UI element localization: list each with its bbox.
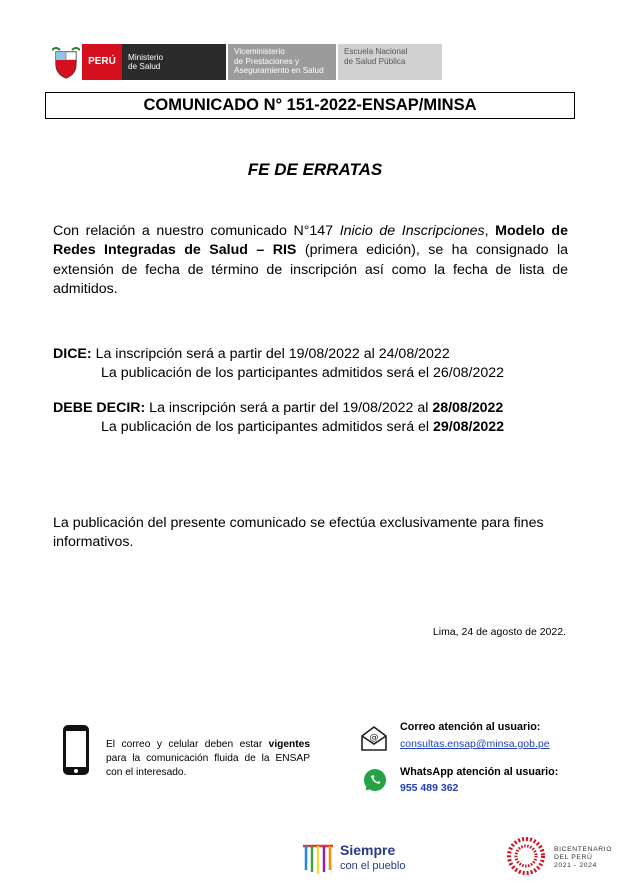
dice-label: DICE: — [53, 346, 92, 362]
document-subtitle: FE DE ERRATAS — [247, 160, 383, 179]
mail-link[interactable]: consultas.ensap@minsa.gob.pe — [400, 738, 550, 750]
siempre-logo-line1: Siempre — [340, 842, 396, 858]
viceministry-label: Viceministerio de Prestaciones y Aseguramiento en Salud — [228, 44, 336, 80]
whatsapp-icon — [362, 767, 388, 793]
intro-paragraph: Con relación a nuestro comunicado N°147 Inicio de Inscripciones, Modelo de Redes Integradas de Salud – RIS (primera edición), se ha consignado la extensión de fecha de término de inscripción así como la fecha de lista de admitidos. — [53, 223, 568, 297]
bicentenario-label: BICENTENARIO DEL PERÚ 2021 - 2024 — [554, 846, 613, 869]
mobile-phone-icon — [62, 724, 90, 776]
envelope-at-icon — [360, 724, 388, 752]
whatsapp-title: WhatsApp atención al usuario: — [400, 766, 559, 778]
document-title: COMUNICADO N° 151-2022-ENSAP/MINSA — [45, 92, 575, 119]
peru-shield-icon — [52, 46, 80, 80]
mail-title: Correo atención al usuario: — [400, 721, 541, 733]
closing-paragraph: La publicación del presente comunicado se efectúa exclusivamente para fines informativos. — [53, 515, 544, 551]
siempre-logo-line2: con el pueblo — [340, 860, 406, 872]
ensap-label: Escuela Nacional de Salud Pública — [338, 44, 442, 80]
peru-label: PERÚ — [82, 44, 122, 80]
bicentenario-logo-icon — [506, 836, 546, 876]
siempre-logo-icon — [300, 840, 336, 876]
debe-decir-section: DEBE DECIR: La inscripción será a partir del 19/08/2022 al 28/08/2022 La publicación de los participantes admitidos será el 29/08/2022 — [53, 400, 505, 436]
dice-section: DICE: La inscripción será a partir del 19/08/2022 al 24/08/2022 La publicación de los participantes admitidos será el 26/08/2022 — [53, 346, 505, 382]
phone-note: El correo y celular deben estar vigentes para la comunicación fluida de la ENSAP con el interesado. — [106, 739, 310, 778]
document-date: Lima, 24 de agosto de 2022. — [432, 626, 566, 638]
whatsapp-number[interactable]: 955 489 362 — [400, 782, 459, 794]
debe-decir-label: DEBE DECIR: — [53, 400, 146, 416]
ministry-label: Ministerio de Salud — [122, 44, 226, 80]
svg-text:@: @ — [369, 733, 379, 743]
